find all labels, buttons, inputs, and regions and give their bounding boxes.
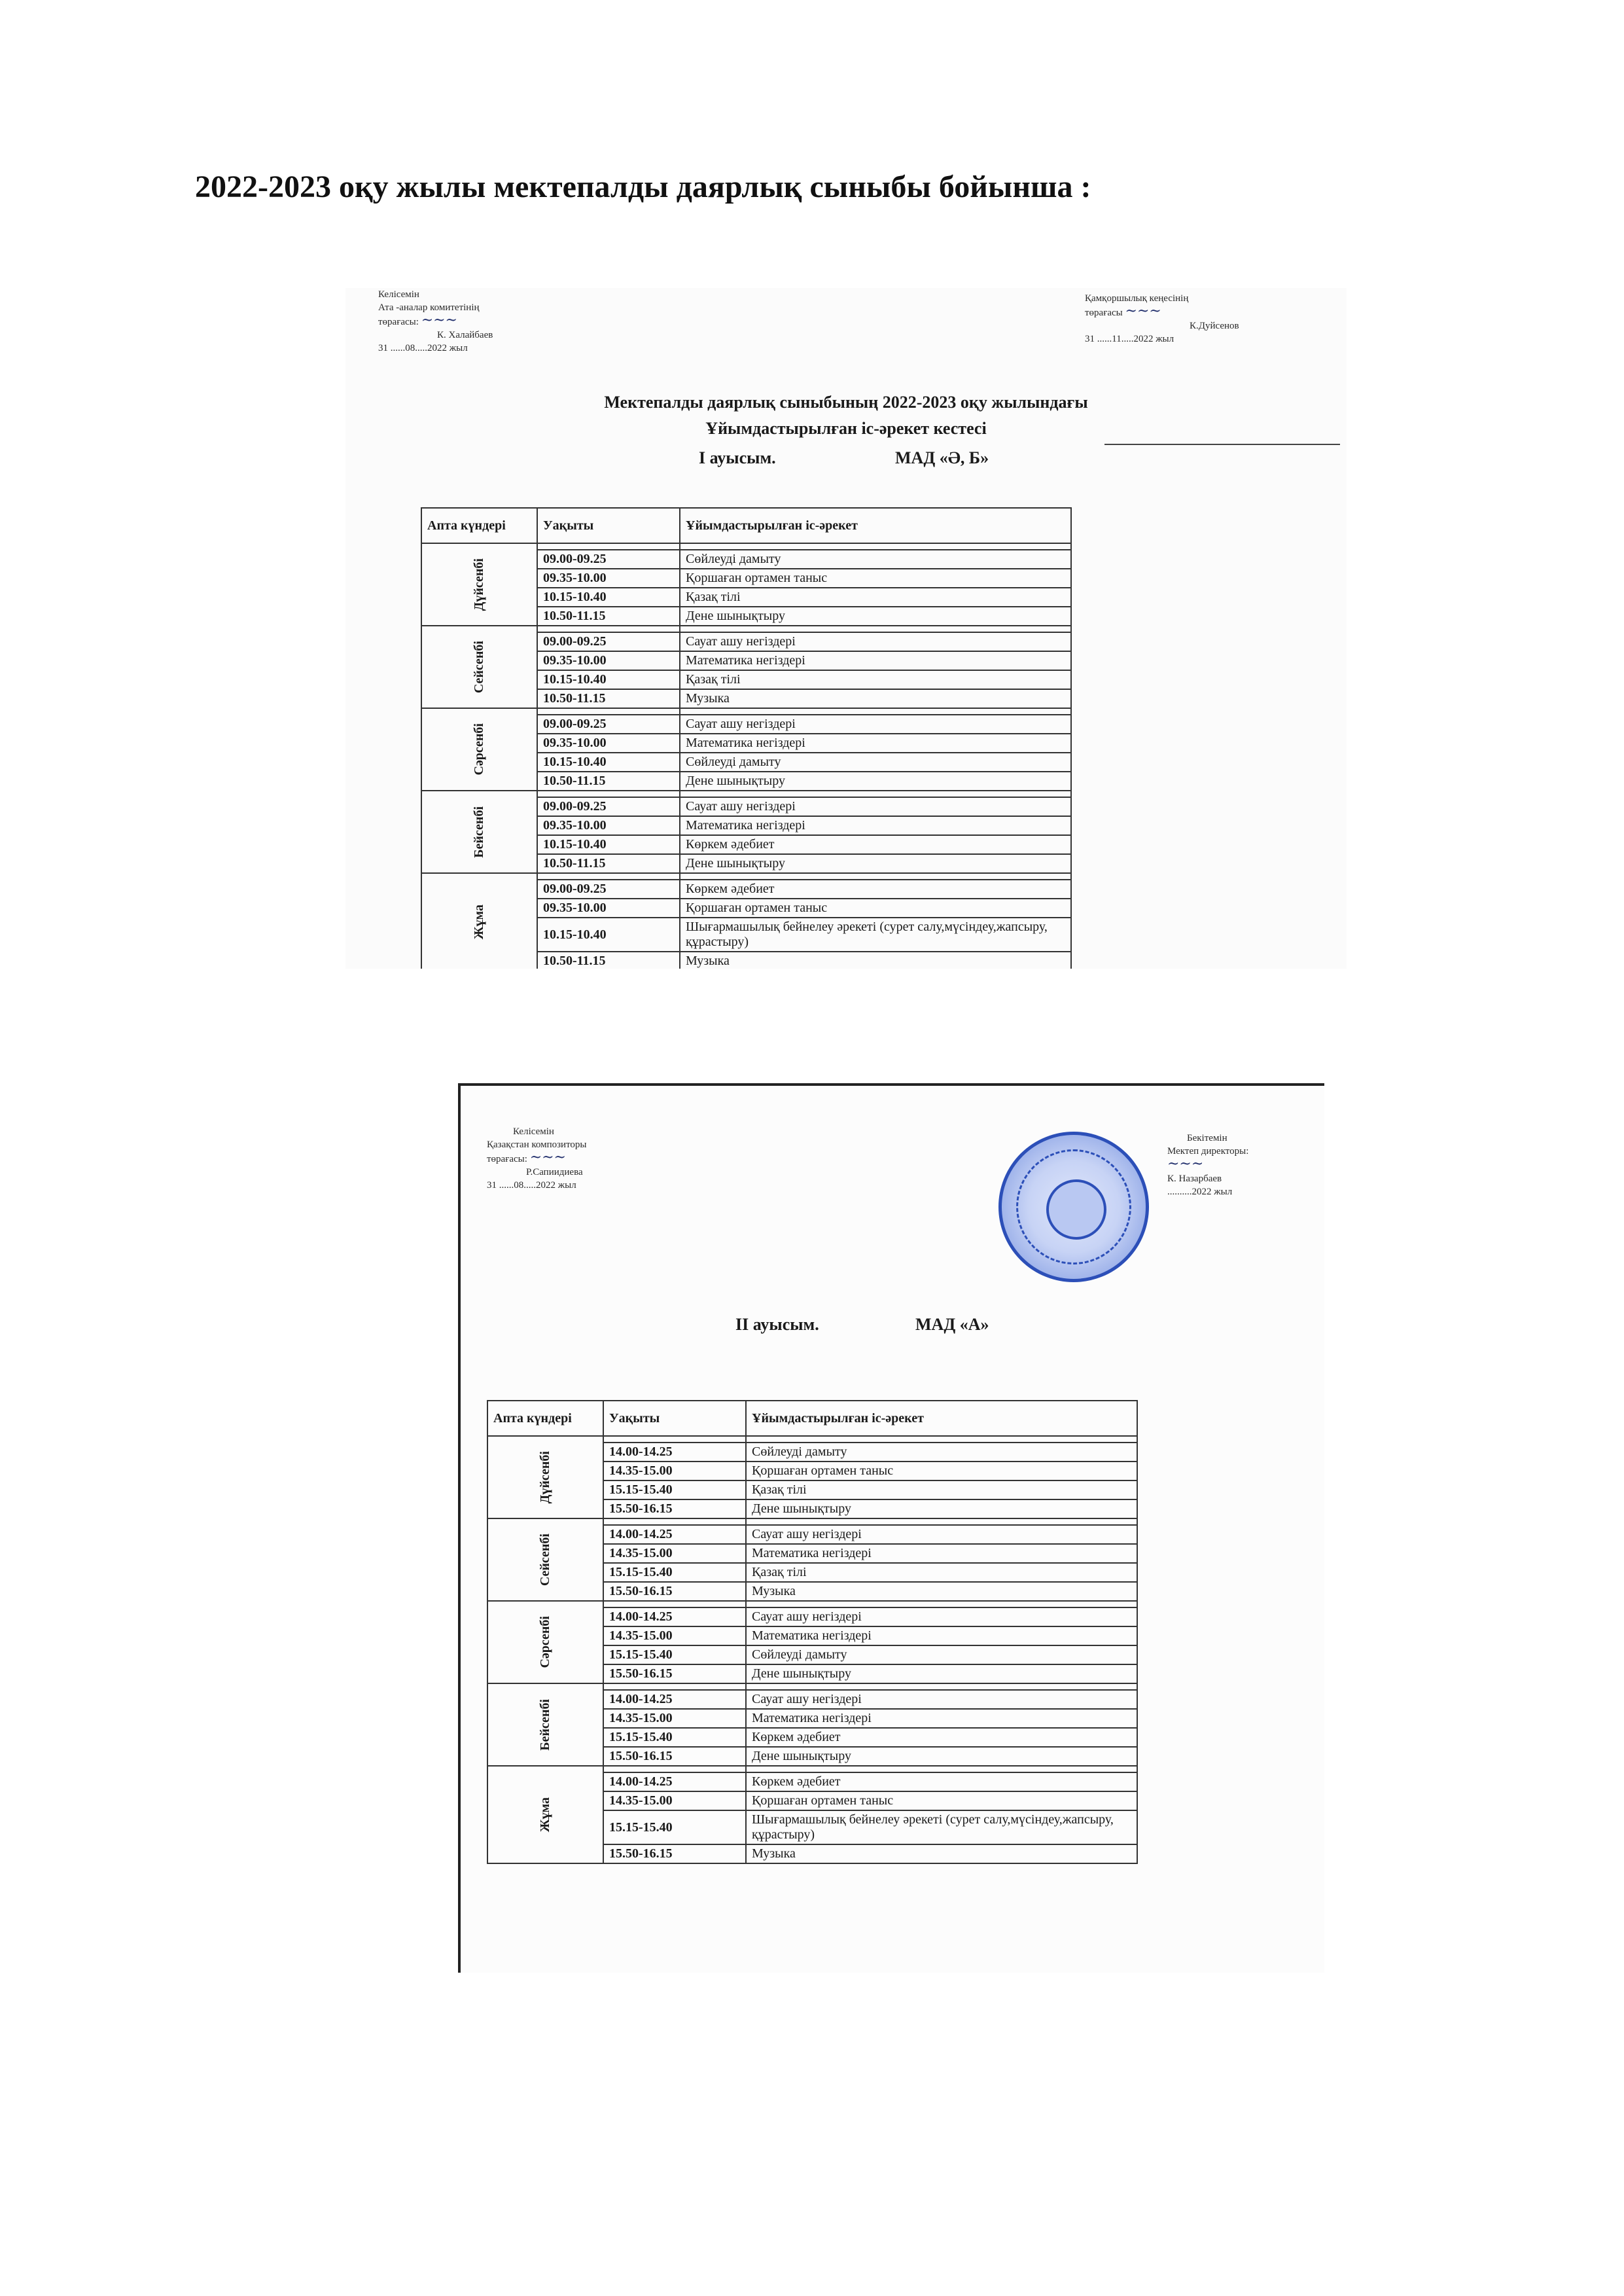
- day-cell: [421, 626, 537, 708]
- approval-line: [1167, 1158, 1248, 1172]
- approval-line: төрағасы: ~~~: [487, 1149, 566, 1166]
- empty-cell: [537, 791, 680, 797]
- time-cell: 14.35-15.00: [603, 1462, 746, 1480]
- table-spacer-row: [487, 1436, 1137, 1443]
- day-label: Жұма: [538, 1797, 552, 1833]
- activity-cell: Музыка: [746, 1582, 1137, 1601]
- time-cell: 14.35-15.00: [603, 1791, 746, 1810]
- header-time: Уақыты: [603, 1401, 746, 1436]
- day-cell: [487, 1601, 603, 1683]
- table-spacer-row: [421, 708, 1071, 715]
- seal-emblem: [1046, 1179, 1106, 1240]
- empty-cell: [603, 1436, 746, 1443]
- activity-cell: Көркем әдебиет: [680, 835, 1071, 854]
- activity-cell: Сөйлеуді дамыту: [680, 550, 1071, 569]
- activity-cell: Дене шынықтыру: [746, 1664, 1137, 1683]
- approval-block-left: [487, 1125, 587, 1192]
- time-cell: 15.50-16.15: [603, 1582, 746, 1601]
- time-cell: 09.00-09.25: [537, 797, 680, 816]
- table-spacer-row: [421, 543, 1071, 550]
- table-spacer-row: [421, 626, 1071, 632]
- signature: ~~~: [421, 312, 457, 329]
- empty-cell: [680, 543, 1071, 550]
- day-label: Сәрсенбі: [538, 1616, 552, 1668]
- activity-cell: Сауат ашу негіздері: [680, 632, 1071, 651]
- table-spacer-row: [487, 1518, 1137, 1525]
- activity-cell: Қазақ тілі: [746, 1480, 1137, 1499]
- header-day: Апта күндері: [421, 508, 537, 543]
- time-cell: 09.00-09.25: [537, 715, 680, 734]
- activity-cell: Математика негіздері: [746, 1709, 1137, 1728]
- day-label: Сейсенбі: [538, 1533, 552, 1587]
- time-cell: 09.00-09.25: [537, 880, 680, 899]
- approval-date: ..........2022 жыл: [1167, 1187, 1233, 1197]
- schedule-scan-shift-1: [345, 288, 1347, 969]
- activity-cell: Музыка: [680, 689, 1071, 708]
- header-day: Апта күндері: [487, 1401, 603, 1436]
- empty-cell: [746, 1683, 1137, 1690]
- time-cell: 14.00-14.25: [603, 1607, 746, 1626]
- empty-cell: [746, 1436, 1137, 1443]
- activity-cell: Қоршаған ортамен таныс: [746, 1462, 1137, 1480]
- approval-name: К.Дуйсенов: [1190, 321, 1239, 331]
- schedule-table: [421, 507, 1072, 969]
- school-seal: [998, 1132, 1149, 1282]
- approval-date: 31 ......08.....2022 жыл: [487, 1180, 576, 1191]
- day-cell: [421, 708, 537, 791]
- day-label: Дүйсенбі: [472, 558, 486, 611]
- approval-date: 31 ......11.....2022 жыл: [1085, 334, 1174, 344]
- approval-block-left: [378, 288, 493, 355]
- activity-cell: Дене шынықтыру: [746, 1499, 1137, 1518]
- empty-cell: [603, 1766, 746, 1772]
- approval-line: төрағасы ~~~: [1085, 303, 1161, 319]
- activity-cell: Музыка: [680, 952, 1071, 969]
- day-cell: [421, 543, 537, 626]
- time-cell: 15.15-15.40: [603, 1480, 746, 1499]
- group-label: МАД «А»: [915, 1315, 989, 1334]
- time-cell: 09.35-10.00: [537, 734, 680, 753]
- empty-cell: [603, 1601, 746, 1607]
- empty-cell: [680, 873, 1071, 880]
- activity-cell: Қазақ тілі: [680, 588, 1071, 607]
- activity-cell: Көркем әдебиет: [746, 1728, 1137, 1747]
- activity-cell: Сөйлеуді дамыту: [680, 753, 1071, 772]
- header-activity: Ұйымдастырылған іс-әрекет: [680, 508, 1071, 543]
- time-cell: 14.35-15.00: [603, 1544, 746, 1563]
- activity-cell: Сауат ашу негіздері: [746, 1525, 1137, 1544]
- activity-cell: Математика негіздері: [680, 734, 1071, 753]
- time-cell: 15.50-16.15: [603, 1844, 746, 1863]
- activity-cell: Шығармашылық бейнелеу әрекеті (сурет салу,мүсіндеу,жапсыру, құрастыру): [680, 918, 1071, 952]
- approval-line: төрағасы: ~~~: [378, 312, 457, 329]
- day-label: Бейсенбі: [538, 1698, 552, 1751]
- time-cell: 10.15-10.40: [537, 753, 680, 772]
- activity-cell: Дене шынықтыру: [746, 1747, 1137, 1766]
- time-cell: 15.50-16.15: [603, 1664, 746, 1683]
- signature: ~~~: [529, 1149, 566, 1166]
- time-cell: 09.35-10.00: [537, 569, 680, 588]
- time-cell: 09.00-09.25: [537, 632, 680, 651]
- empty-cell: [603, 1518, 746, 1525]
- time-cell: 10.50-11.15: [537, 607, 680, 626]
- time-cell: 14.35-15.00: [603, 1626, 746, 1645]
- schedule-scan-shift-2: [458, 1083, 1324, 1973]
- table-spacer-row: [421, 791, 1071, 797]
- activity-cell: Сөйлеуді дамыту: [746, 1645, 1137, 1664]
- approval-date: 31 ......08.....2022 жыл: [378, 343, 468, 353]
- activity-cell: Сауат ашу негіздері: [680, 715, 1071, 734]
- day-cell: [487, 1436, 603, 1518]
- day-label: Сейсенбі: [472, 640, 486, 694]
- time-cell: 10.15-10.40: [537, 835, 680, 854]
- time-cell: 10.15-10.40: [537, 588, 680, 607]
- time-cell: 15.15-15.40: [603, 1810, 746, 1844]
- table-spacer-row: [487, 1683, 1137, 1690]
- activity-cell: Сауат ашу негіздері: [746, 1690, 1137, 1709]
- approval-name: К. Халайбаев: [437, 330, 493, 340]
- time-cell: 15.50-16.15: [603, 1747, 746, 1766]
- activity-cell: Дене шынықтыру: [680, 607, 1071, 626]
- activity-cell: Көркем әдебиет: [680, 880, 1071, 899]
- empty-cell: [746, 1601, 1137, 1607]
- empty-cell: [537, 543, 680, 550]
- time-cell: 10.50-11.15: [537, 689, 680, 708]
- time-cell: 10.15-10.40: [537, 918, 680, 952]
- time-cell: 09.35-10.00: [537, 816, 680, 835]
- activity-cell: Қазақ тілі: [746, 1563, 1137, 1582]
- page-title: 2022-2023 оқу жылы мектепалды даярлық сыныбы бойынша :: [195, 170, 1091, 204]
- activity-cell: Қоршаған ортамен таныс: [680, 569, 1071, 588]
- approval-name: Р.Сапиидиева: [526, 1167, 583, 1177]
- day-cell: [421, 873, 537, 969]
- activity-cell: Сөйлеуді дамыту: [746, 1443, 1137, 1462]
- time-cell: 10.50-11.15: [537, 854, 680, 873]
- empty-cell: [537, 626, 680, 632]
- empty-cell: [680, 708, 1071, 715]
- approval-line: Бекітемін: [1187, 1133, 1227, 1143]
- approval-block-right: [1167, 1132, 1248, 1198]
- activity-cell: Математика негіздері: [680, 651, 1071, 670]
- signature: ~~~: [1125, 303, 1161, 319]
- group-label: МАД «Ә, Б»: [895, 448, 989, 467]
- activity-cell: Қоршаған ортамен таныс: [680, 899, 1071, 918]
- time-cell: 09.35-10.00: [537, 651, 680, 670]
- empty-cell: [603, 1683, 746, 1690]
- day-cell: [487, 1518, 603, 1601]
- table-header-row: [421, 508, 1071, 543]
- time-cell: 15.15-15.40: [603, 1728, 746, 1747]
- shift-label: І ауысым.: [699, 448, 776, 467]
- approval-line: Ата -аналар комитетінің: [378, 302, 480, 313]
- time-cell: 10.50-11.15: [537, 952, 680, 969]
- day-label: Бейсенбі: [472, 806, 486, 858]
- activity-cell: Математика негіздері: [680, 816, 1071, 835]
- approval-line: Мектеп директоры:: [1167, 1146, 1249, 1157]
- header-time: Уақыты: [537, 508, 680, 543]
- empty-cell: [680, 626, 1071, 632]
- schedule-table: [487, 1400, 1138, 1864]
- activity-cell: Сауат ашу негіздері: [680, 797, 1071, 816]
- activity-cell: Музыка: [746, 1844, 1137, 1863]
- empty-cell: [746, 1766, 1137, 1772]
- activity-cell: Қазақ тілі: [680, 670, 1071, 689]
- time-cell: 14.00-14.25: [603, 1772, 746, 1791]
- time-cell: 09.00-09.25: [537, 550, 680, 569]
- time-cell: 10.50-11.15: [537, 772, 680, 791]
- day-label: Дүйсенбі: [538, 1450, 552, 1504]
- time-cell: 14.35-15.00: [603, 1709, 746, 1728]
- signature: ~~~: [1167, 1156, 1204, 1172]
- table-header-row: [487, 1401, 1137, 1436]
- approval-line: Келісемін: [378, 289, 419, 300]
- activity-cell: Дене шынықтыру: [680, 854, 1071, 873]
- day-label: Сәрсенбі: [472, 723, 486, 776]
- time-cell: 10.15-10.40: [537, 670, 680, 689]
- day-label: Жұма: [472, 904, 486, 940]
- document-subheading: Ұйымдастырылған іс-әрекет кестесі: [705, 419, 987, 438]
- divider: [1104, 444, 1340, 445]
- time-cell: 09.35-10.00: [537, 899, 680, 918]
- empty-cell: [680, 791, 1071, 797]
- empty-cell: [537, 873, 680, 880]
- table-spacer-row: [487, 1766, 1137, 1772]
- activity-cell: Сауат ашу негіздері: [746, 1607, 1137, 1626]
- activity-cell: Математика негіздері: [746, 1544, 1137, 1563]
- shift-label: ІІ ауысым.: [735, 1315, 819, 1334]
- activity-cell: Шығармашылық бейнелеу әрекеті (сурет салу,мүсіндеу,жапсыру, құрастыру): [746, 1810, 1137, 1844]
- header-activity: Ұйымдастырылған іс-әрекет: [746, 1401, 1137, 1436]
- time-cell: 14.00-14.25: [603, 1525, 746, 1544]
- activity-cell: Қоршаған ортамен таныс: [746, 1791, 1137, 1810]
- approval-block-right: [1085, 292, 1239, 346]
- activity-cell: Дене шынықтыру: [680, 772, 1071, 791]
- table-spacer-row: [487, 1601, 1137, 1607]
- day-cell: [487, 1683, 603, 1766]
- time-cell: 15.15-15.40: [603, 1645, 746, 1664]
- document-heading: Мектепалды даярлық сыныбының 2022-2023 оқу жылындағы: [604, 393, 1088, 412]
- time-cell: 15.15-15.40: [603, 1563, 746, 1582]
- empty-cell: [746, 1518, 1137, 1525]
- day-cell: [487, 1766, 603, 1863]
- approval-line: Келісемін: [513, 1126, 554, 1137]
- table-spacer-row: [421, 873, 1071, 880]
- empty-cell: [537, 708, 680, 715]
- activity-cell: Көркем әдебиет: [746, 1772, 1137, 1791]
- approval-name: К. Назарбаев: [1167, 1174, 1222, 1184]
- time-cell: 14.00-14.25: [603, 1690, 746, 1709]
- time-cell: 15.50-16.15: [603, 1499, 746, 1518]
- activity-cell: Математика негіздері: [746, 1626, 1137, 1645]
- approval-line: Қазақстан композиторы: [487, 1139, 587, 1150]
- time-cell: 14.00-14.25: [603, 1443, 746, 1462]
- approval-line: Қамқоршылық кеңесінің: [1085, 293, 1189, 304]
- day-cell: [421, 791, 537, 873]
